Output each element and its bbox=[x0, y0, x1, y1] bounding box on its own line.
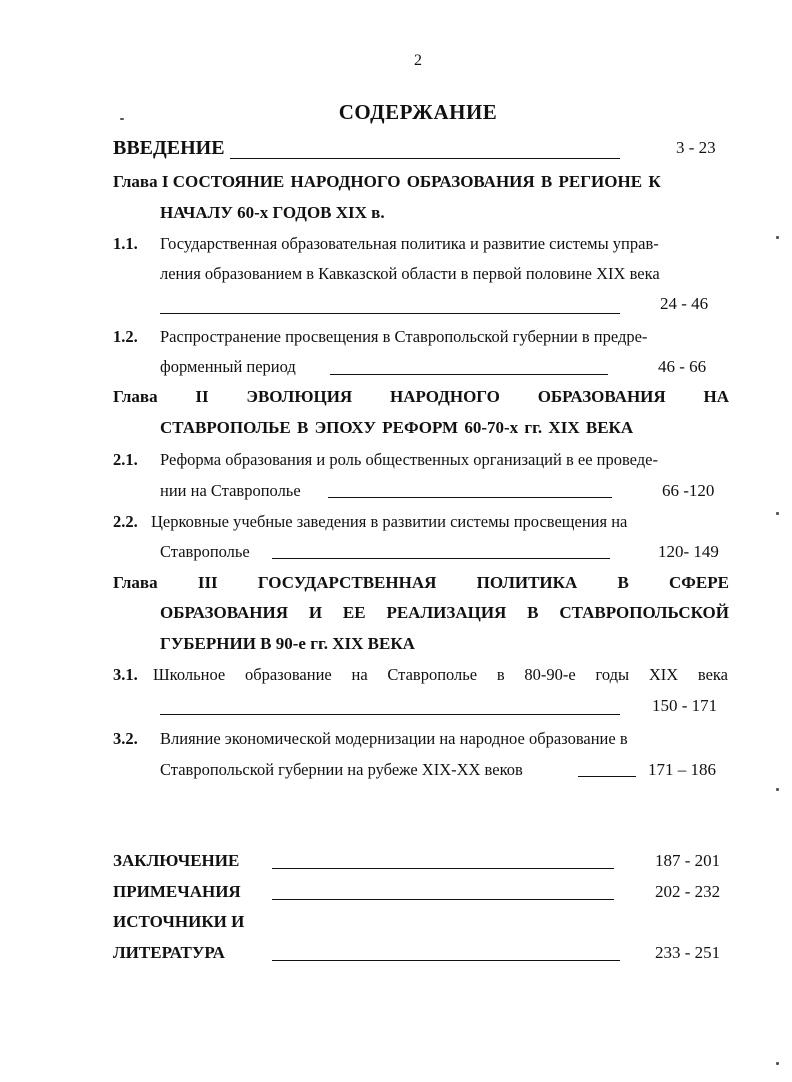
scan-speck bbox=[120, 118, 124, 120]
section-number: 1.1. bbox=[113, 234, 138, 253]
section-3-1-leader bbox=[160, 714, 620, 715]
section-3-2-leader bbox=[578, 776, 636, 777]
chapter2-word: НАРОДНОГО bbox=[389, 387, 500, 406]
section-word: Школьное bbox=[153, 665, 226, 684]
intro-pages: 3 - 23 bbox=[676, 138, 716, 157]
chapter3-word: ЕЕ bbox=[342, 603, 366, 622]
section-1-1-line1: Государственная образовательная политика и развитие системы управ- bbox=[160, 234, 659, 253]
section-number: 2.1. bbox=[113, 450, 138, 469]
sources-label-line1: ИСТОЧНИКИ И bbox=[113, 912, 245, 931]
section-3-2-line2: Ставропольской губернии на рубеже XIX-XX веков bbox=[160, 760, 523, 779]
section-word: XIX bbox=[648, 665, 679, 684]
section-word: образование bbox=[244, 665, 332, 684]
section-3-2-line1: Влияние экономической модернизации на народное образование в bbox=[160, 729, 628, 748]
chapter3-word: ПОЛИТИКА bbox=[476, 573, 578, 592]
section-2-2-leader bbox=[272, 558, 610, 559]
conclusion-leader bbox=[272, 868, 614, 869]
intro-leader bbox=[230, 158, 620, 159]
section-2-1-pages: 66 -120 bbox=[662, 481, 715, 500]
chapter3-word: РЕАЛИЗАЦИЯ bbox=[386, 603, 507, 622]
section-word: века bbox=[697, 665, 728, 684]
section-2-1-line2: нии на Ставрополье bbox=[160, 481, 301, 500]
section-2-2-line1: Церковные учебные заведения в развитии системы просвещения на bbox=[151, 512, 628, 531]
scan-speck bbox=[776, 1062, 779, 1065]
section-1-2-pages: 46 - 66 bbox=[658, 357, 707, 376]
notes-label: ПРИМЕЧАНИЯ bbox=[113, 882, 241, 901]
section-number: 3.1. bbox=[113, 665, 138, 684]
chapter3-word: III bbox=[197, 573, 218, 592]
conclusion-label: ЗАКЛЮЧЕНИЕ bbox=[113, 851, 240, 870]
intro-label: ВВЕДЕНИЕ bbox=[113, 137, 225, 159]
notes-leader bbox=[272, 899, 614, 900]
section-2-1-line1: Реформа образования и роль общественных организаций в ее проведе- bbox=[160, 450, 658, 469]
section-2-2-line2: Ставрополье bbox=[160, 542, 250, 561]
chapter1-title-line1: СОСТОЯНИЕ НАРОДНОГО ОБРАЗОВАНИЯ В РЕГИОНЕ К bbox=[172, 172, 661, 191]
chapter2-title-line2: СТАВРОПОЛЬЕ В ЭПОХУ РЕФОРМ 60-70-х гг. XIX ВЕКА bbox=[160, 418, 634, 437]
section-word: на bbox=[351, 665, 368, 684]
chapter3-title-line2 bbox=[160, 603, 729, 623]
chapter3-word: В bbox=[617, 573, 629, 592]
sources-pages: 233 - 251 bbox=[655, 943, 721, 962]
chapter3-word: ОБРАЗОВАНИЯ bbox=[160, 603, 288, 622]
chapter3-title-line1 bbox=[113, 573, 729, 593]
sources-label-line2: ЛИТЕРАТУРА bbox=[113, 943, 225, 962]
chapter2-title-line1 bbox=[113, 387, 729, 407]
chapter1-prefix: Глава I bbox=[113, 172, 169, 191]
scan-speck bbox=[776, 236, 779, 239]
chapter3-word: В bbox=[527, 603, 539, 622]
chapter2-word: ОБРАЗОВАНИЯ bbox=[537, 387, 666, 406]
chapter3-word: ГОСУДАРСТВЕННАЯ bbox=[257, 573, 437, 592]
section-2-1-leader bbox=[328, 497, 612, 498]
section-3-2-pages: 171 – 186 bbox=[648, 760, 716, 779]
section-number: 1.2. bbox=[113, 327, 138, 346]
section-1-1-line2: ления образованием в Кавказской области в первой половине XIX века bbox=[160, 264, 660, 283]
chapter2-word: НА bbox=[703, 387, 729, 406]
chapter2-word: ЭВОЛЮЦИЯ bbox=[246, 387, 353, 406]
chapter3-word: СФЕРЕ bbox=[669, 573, 729, 592]
chapter2-word: II bbox=[195, 387, 209, 406]
chapter3-word: СТАВРОПОЛЬСКОЙ bbox=[559, 603, 729, 622]
section-1-2-line1: Распространение просвещения в Ставропольской губернии в предре- bbox=[160, 327, 648, 346]
notes-pages: 202 - 232 bbox=[655, 882, 721, 901]
section-number: 3.2. bbox=[113, 729, 138, 748]
chapter2-word: Глава bbox=[113, 387, 158, 406]
section-3-1-pages: 150 - 171 bbox=[652, 696, 718, 715]
conclusion-pages: 187 - 201 bbox=[655, 851, 721, 870]
section-1-2-line2: форменный период bbox=[160, 357, 296, 376]
page-title: СОДЕРЖАНИЕ bbox=[338, 100, 498, 124]
chapter3-word: Глава bbox=[113, 573, 158, 592]
section-word: 80-90-е bbox=[524, 665, 576, 684]
section-2-2-pages: 120- 149 bbox=[658, 542, 719, 561]
chapter3-title-line3: ГУБЕРНИИ В 90-е гг. XIX ВЕКА bbox=[160, 634, 415, 653]
section-1-1-pages: 24 - 46 bbox=[660, 294, 709, 313]
sources-leader bbox=[272, 960, 620, 961]
chapter3-word: И bbox=[308, 603, 323, 622]
section-word: в bbox=[496, 665, 505, 684]
section-number: 2.2. bbox=[113, 512, 138, 531]
section-word: годы bbox=[595, 665, 630, 684]
section-1-1-leader bbox=[160, 313, 620, 314]
section-3-1-line1 bbox=[153, 665, 728, 685]
scan-speck bbox=[776, 788, 779, 791]
chapter1-heading bbox=[113, 172, 729, 192]
page-number: 2 bbox=[414, 52, 422, 69]
section-word: Ставрополье bbox=[387, 665, 478, 684]
scan-speck bbox=[776, 512, 779, 515]
section-1-2-leader bbox=[330, 374, 608, 375]
chapter1-title-line2: НАЧАЛУ 60-х ГОДОВ XIX в. bbox=[160, 203, 385, 222]
